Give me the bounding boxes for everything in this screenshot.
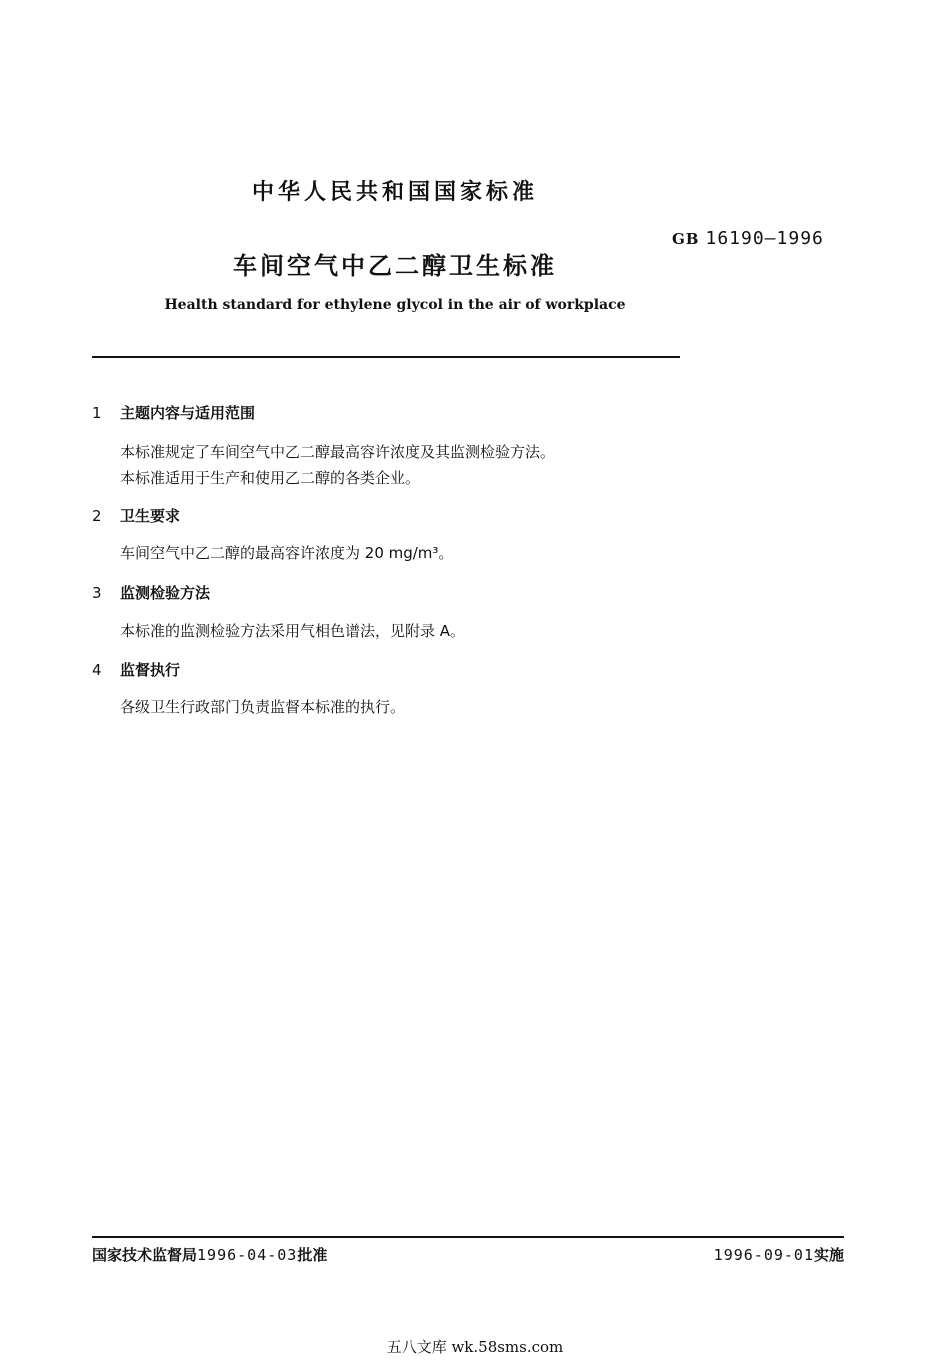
issuer: 国家技术监督局 [92, 1246, 198, 1264]
effective-date: 1996-09-01 [713, 1246, 814, 1264]
section-title: 主题内容与适用范围 [120, 404, 256, 422]
section-4-paragraph-1: 各级卫生行政部门负责监督本标准的执行。 [120, 698, 406, 716]
section-number: 4 [92, 661, 102, 679]
watermark-text: 五八文库 wk.58sms.com [386, 1338, 564, 1356]
document-title-english: Health standard for ethylene glycol in the air of workplace [164, 297, 626, 313]
section-3-paragraph-1: 本标准的监测检验方法采用气相色谱法，见附录 A。 [120, 622, 466, 640]
issue-date: 1996-04-03 [197, 1246, 298, 1264]
national-standard-heading: 中华人民共和国国家标准 [251, 180, 538, 205]
effective-statement [714, 1244, 844, 1265]
effective-suffix: 实施 [813, 1246, 844, 1264]
section-3-heading [92, 582, 210, 603]
section-1-paragraph-2: 本标准适用于生产和使用乙二醇的各类企业。 [120, 469, 421, 487]
section-title: 卫生要求 [120, 507, 181, 525]
standard-prefix: GB [672, 230, 700, 248]
section-2-heading [92, 505, 180, 526]
title-divider [92, 356, 680, 358]
footer-divider [92, 1236, 844, 1238]
section-4-heading [92, 659, 180, 680]
section-1-heading [92, 402, 255, 423]
section-2-paragraph-1: 车间空气中乙二醇的最高容许浓度为 20 mg/m³。 [120, 544, 454, 562]
section-number: 1 [92, 404, 102, 422]
section-title: 监督执行 [120, 661, 181, 679]
section-number: 2 [92, 507, 102, 525]
section-title: 监测检验方法 [120, 584, 211, 602]
document-title: 车间空气中乙二醇卫生标准 [233, 252, 557, 280]
standard-code: 16190—1996 [705, 228, 824, 249]
section-number: 3 [92, 584, 102, 602]
issue-statement [92, 1244, 327, 1265]
issue-suffix: 批准 [297, 1246, 328, 1264]
section-1-paragraph-1: 本标准规定了车间空气中乙二醇最高容许浓度及其监测检验方法。 [120, 443, 556, 461]
